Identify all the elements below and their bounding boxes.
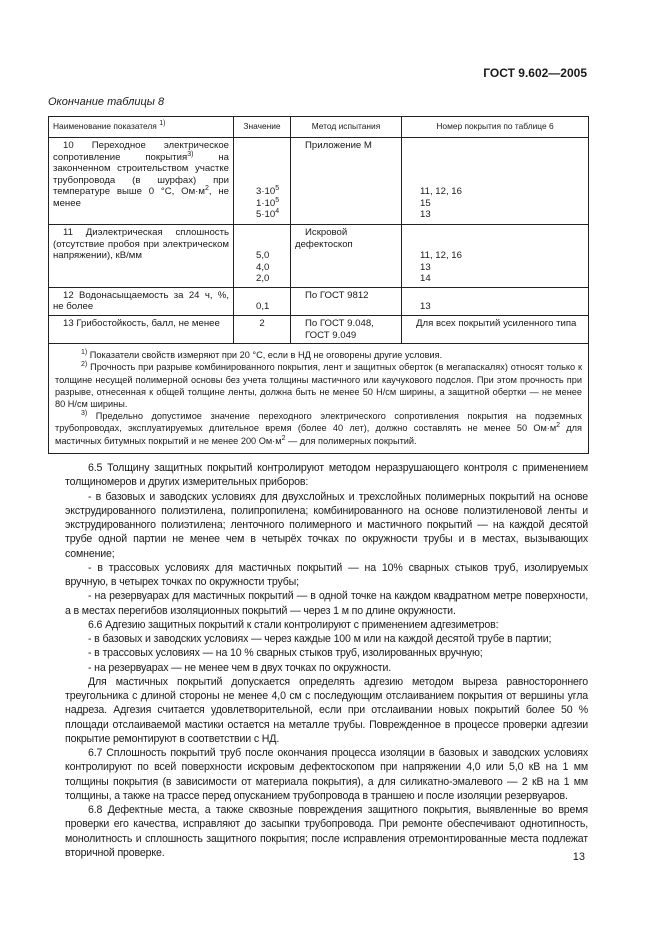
name: 13 Грибостойкость, балл, не менее [63,317,220,329]
properties-table [48,116,589,454]
exp: 5 [275,196,280,204]
t: 10 Переходное электрическое сопротивление покрытия [53,140,229,163]
table-row [49,287,589,315]
exp: 4 [275,208,280,215]
table-row [49,138,589,225]
name: 11 Диэлектрическая сплошность (отсутствие пробоя при электрическом напряжении), кВ/мм [53,227,229,262]
value: 0,1 [256,300,270,312]
coverage: 13 [420,300,431,312]
header-value: Значение [234,117,291,138]
paragraph: 6.5 Толщину защитных покрытий контролируют методом неразрушающего контроля с применением толщиномеров и других измерительных приборов: [65,462,588,489]
cell-value [234,138,291,225]
note [55,361,582,410]
header-name [49,117,234,138]
cell-name [49,225,234,288]
note [55,349,582,361]
note-text: для мастичных битумных покрытий и не менее 200 Ом·м [55,423,582,446]
note-text: Предельно допустимое значение переходного электрического сопротивления покрытия на подземных трубопроводах, эксплуатируемых длительное время (более 40 лет), должно составлять не менее 50 Ом·м [55,411,582,434]
value: 2,0 [256,273,270,285]
exp: 2 [556,422,561,430]
cell-method [291,225,402,288]
header-name-text: Наименование показателя [53,121,157,132]
footnote-ref: 3) [81,410,88,418]
note-text: Показатели свойств измеряют при 20 °С, если в НД не оговорены другие условия. [87,350,443,361]
paragraph: 6.7 Сплошность покрытий труб после окончания процесса изоляции в базовых и заводских условиях контролируют по всей поверхности искровым дефектоскопом при напряжении 4,0 или 5,0 кВ на 1 мм толщины покрытия (в зависимости от материала покрытия), а для силикатно-эмалевого — 2 кВ на 1 мм толщины, а также на трассе перед опусканием трубопровода в траншею и после изоляции резервуаров. [65,747,588,802]
method: По ГОСТ 9.048, [305,317,374,329]
v: 1·10 [256,197,276,209]
value [256,209,286,221]
name: 12 Водонасыщаемость за 24 ч, %, не более [53,289,229,313]
table-row [49,315,589,343]
paragraph: - в базовых и заводских условиях для двухслойных и трехслойных полимерных покрытий на основе экструдированного полиэтилена, полипропилена; комбинированного на основе полиэтиленовой ленты и экструдированного полиэтилена; ленточного полимерного и мастичного покрытий — на каждой десятой трубе одной партии не менее чем в четырёх точках по окружности трубы и в местах, вызывающих сомнение; [65,490,588,560]
value: 5,0 [256,250,270,261]
table-header-row [49,117,589,138]
note-text: Прочность при разрыве комбинированного покрытия, лент и защитных оберток (в мегапаскалях) относят только к толщине несущей полимерной основы без учета толщины мастичного или каучукового подслоя. При этом прочность при разрыве, отнесенная к общей толщине ленты, должна быть не менее 50 Н/см ширины, а защитной обертки — не менее 80 Н/см ширины. [55,362,582,409]
v: 5·10 [256,209,276,221]
cell-name [49,287,234,315]
paragraph: - в базовых и заводских условиях — через каждые 100 м или на каждой десятой трубе в партии; [88,633,552,645]
cell-value [234,315,291,343]
value [256,198,286,210]
value: 4,0 [256,261,270,273]
table-caption: Окончание таблицы 8 [48,96,165,108]
cell-method [291,138,402,225]
cell-coverage [402,315,589,343]
cell-method [291,315,402,343]
footnote-ref: 3) [187,150,194,158]
coverage: 15 [420,197,431,209]
paragraph: 6.8 Дефектные места, а также сквозные повреждения защитного покрытия, выявленные во время проверки его качества, исправляют до засыпки трубопровода. При ремонте обеспечивают однотипность, монолитность и сплошность защитного покрытия; после исправления отремонтированные места подлежат вторичной проверке. [65,804,588,859]
coverage: 11, 12, 16 [420,250,462,261]
paragraph: - на резервуарах для мастичных покрытий — в одной точке на каждом квадратном метре поверхности, а в местах перегибов изоляционных покрытий — через 1 м по длине окружности. [65,590,588,617]
method: По ГОСТ 9812 [305,289,369,301]
header-coverage: Номер покрытия по таблице 6 [402,117,589,138]
coverage: 13 [420,209,431,221]
footnote-ref: 1) [81,349,88,357]
body-text [65,461,588,860]
cell-coverage [402,225,589,288]
table-notes [49,344,589,454]
header-method: Метод испытания [291,117,402,138]
coverage: 14 [420,273,431,285]
cell-coverage [402,287,589,315]
value [256,186,286,198]
exp: 5 [275,184,280,192]
exp: 2 [281,434,286,442]
cell-value [234,287,291,315]
standard-header: ГОСТ 9.602—2005 [483,66,587,80]
note-text: — для полимерных покрытий. [285,435,417,446]
cell-name [49,315,234,343]
t: , не менее [53,186,230,209]
t: на законченном строительством участке трубопровода (в шурфах) при температуре выше 0 °С, Ом·м [53,151,229,198]
table-row [49,225,589,288]
paragraph: 6.6 Адгезию защитных покрытий к стали контролируют с применением адгезиметров: [88,618,499,631]
cell-coverage [402,138,589,225]
cell-method [291,287,402,315]
method: Искровой дефектоскоп [295,227,353,250]
cell-value [234,225,291,288]
v: 3·10 [256,186,276,197]
cell-name [49,138,234,225]
value: 2 [259,317,265,329]
footnote-ref: 2) [81,361,88,369]
note [55,410,582,447]
paragraph: - в трассовых условиях для мастичных покрытий — на 10% сварных стыков труб, изолируемых вручную, в четырех точках по окружности трубы; [65,561,588,588]
notes-cell [49,344,589,454]
paragraph: - в трассовых условиях — на 10 % сварных стыков труб, изолированных вручную; [88,647,483,660]
coverage: 13 [420,261,431,273]
method: Приложение М [305,140,372,151]
paragraph: - на резервуарах — не менее чем в двух точках по окружности. [88,661,392,674]
page-number: 13 [572,851,585,863]
method: ГОСТ 9.049 [305,329,357,341]
footnote-ref: 1) [159,120,166,128]
exp: 2 [204,185,209,193]
coverage: Для всех покрытий усиленного типа [416,317,577,329]
coverage: 11, 12, 16 [420,186,462,197]
paragraph: Для мастичных покрытий допускается определять адгезию методом выреза равностороннего треугольника с длиной стороны не менее 4,0 см с последующим отслаиванием покрытия от вершины угла надреза. Адгезия считается удовлетворительной, если при отслаивании новых покрытий более 50 % площади отслаиваемой мастики остается на металле трубы. Поврежденное в процессе проверки адгезии покрытие ремонтируют в соответствии с НД. [65,675,588,745]
